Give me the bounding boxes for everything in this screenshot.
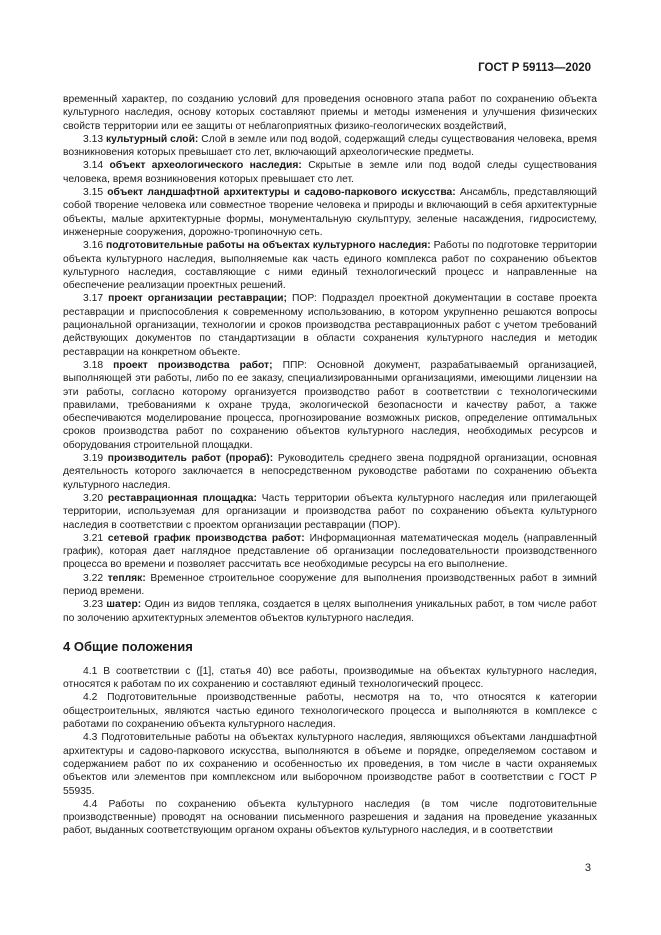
paragraph-4-3: 4.3 Подготовительные работы на объектах культурного наследия, являющихся объектами ландшафтной архитектуры и садово-паркового искусства, выполняются в объеме и порядке, определяемом составом и содержанием работ по их сохранению и особенностью их проведения, в том числе в части охраняемых объектов или элементов при комплексном или выборочном производстве работ в соответствии с ГОСТ Р 55935. [63,732,597,797]
definition-3-20 [63,492,597,532]
def-term: тепляк: [107,572,146,584]
definition-3-17 [63,292,597,358]
def-text: Ансамбль, представляющий собой творение человека или совместное творение человека и природы и включающий в себя архитектурные объекты, малые архитектурные формы, монументальную скульптуру, зеленые насаждения, гидросистему, инженерные сооружения, дорожно-тропиночную сеть. [63,187,597,238]
def-term: шатер: [106,599,142,611]
section-heading: 4 Общие положения [63,638,193,654]
def-term: культурный слой: [105,133,199,145]
definition-3-15 [63,186,597,239]
def-term: реставрационная площадка: [107,492,257,504]
definition-3-16 [63,239,597,292]
def-text: Работы по подготовке территории объекта культурного наследия, выполняемые как часть единого комплекса работ по сохранению объектов культурного наследия, составляющие с ними единый технологический процесс и направленные на обеспечение реализации проектных решений. [63,240,597,292]
def-number: 3.18 [83,359,104,371]
def-text: ППР: Основной документ, разрабатываемый организацией, выполняющей эти работы, либо по ее заказу, специализированными организациями, имеющими лицензии на эти работы, согласно которому организуется производство работ в соответствии с технологическими правилами, требованиями к охране труда, экологической безопасности и качеству работ, а также обеспечиваются моделирование процесса, прогнозирование возможных рисков, определение оптимальных сроков производства работ по сохранению объектов культурного наследия, необходимых ресурсов и оборудования строительной площадки. [63,359,597,451]
def-number: 3.19 [83,453,104,465]
paragraph-4-1: 4.1 В соответствии с ([1], статья 40) все работы, производимые на объектах культурного наследия, относятся к работам по их сохранению и составляют единый технологический процесс. [63,665,597,691]
def-term: проект организации реставрации; [108,293,287,305]
definition-3-22 [63,572,597,599]
definition-3-18 [63,359,597,452]
def-number: 3.14 [83,160,104,172]
def-text: ПОР: Подраздел проектной документации в составе проекта реставрации и приспособления к современному использованию, в котором укрупненно решаются вопросы рациональной организации, технологии и сроков производства реставрационных работ с учетом требований действующих документов по стандартизации в области сохранения культурного наследия и методик реставрации на конкретном объекте. [63,293,597,358]
definition-3-13 [63,133,597,160]
def-term: объект археологического наследия: [109,160,302,172]
page-number: 3 [584,862,591,874]
def-text: Часть территории объекта культурного наследия или прилегающей территории, используемая для организации и производства работ по сохранению объекта культурного наследия в соответствии с проектом организации реставрации (ПОР). [63,492,597,531]
def-text: Временное строительное сооружение для выполнения производственных работ в зимний период времени. [63,572,597,597]
paragraph-4-2: 4.2 Подготовительные производственные работы, несмотря на то, что относятся к категории общестроительных, являются частью единого технологического процесса и выполняются в комплексе с работами по сохранению объекта культурного наследия. [63,692,597,731]
def-term: производитель работ (прораб): [107,453,274,465]
def-text: Слой в земле или под водой, содержащий следы существования человека, время возникновения которых превышает сто лет, включающий археологические предметы. [63,133,597,159]
def-term: объект ландшафтной архитектуры и садово-паркового искусства: [107,187,456,199]
def-text: Руководитель среднего звена подрядной организации, основная деятельность которого заключается в непосредственном руководстве работами по сохранению объекта культурного наследия. [63,453,597,491]
definition-3-14 [63,159,597,186]
definition-3-23 [63,598,597,625]
def-number: 3.20 [83,492,104,504]
def-number: 3.15 [83,187,104,199]
intro-paragraph: временный характер, по созданию условий для проведения основного этапа работ по сохранению объекта культурного наследия, основу которых составляют приемы и методы изменения и улучшения физических свойств территории или ее защиты от неблагоприятных физико-геологических воздействий, [63,94,597,132]
def-text: Один из видов тепляка, создается в целях выполнения уникальных работ, в том числе работ по золочению архитектурных элементов объектов культурного наследия. [63,599,597,624]
definition-3-19 [63,452,597,492]
def-number: 3.21 [83,532,104,544]
document-header: ГОСТ Р 59113—2020 [478,62,591,74]
def-term: подготовительные работы на объектах культурного наследия: [106,240,431,252]
def-text: Скрытые в земле или под водой следы существования человека, время возникновения которых превышает сто лет. [63,160,597,185]
paragraph-4-4: 4.4 Работы по сохранению объекта культурного наследия (в том числе подготовительные производственные) проводят на основании письменного разрешения и задания на проведение указанных работ, выданных соответствующим органом охраны объектов культурного наследия, и в соответствии [63,798,597,837]
def-number: 3.17 [83,293,104,305]
def-number: 3.23 [83,599,104,611]
def-text: Информационная математическая модель (направленный график), которая дает наглядное представление об организации последовательности производственного процесса во времени и позволяет рассчитать все необходимые ресурсы на его выполнение. [63,532,597,571]
def-number: 3.22 [83,572,104,584]
definition-3-21 [63,532,597,572]
document-body [63,93,597,838]
def-number: 3.16 [83,240,104,252]
def-term: сетевой график производства работ: [107,532,305,544]
def-term: проект производства работ; [113,359,273,371]
def-number: 3.13 [83,133,104,145]
